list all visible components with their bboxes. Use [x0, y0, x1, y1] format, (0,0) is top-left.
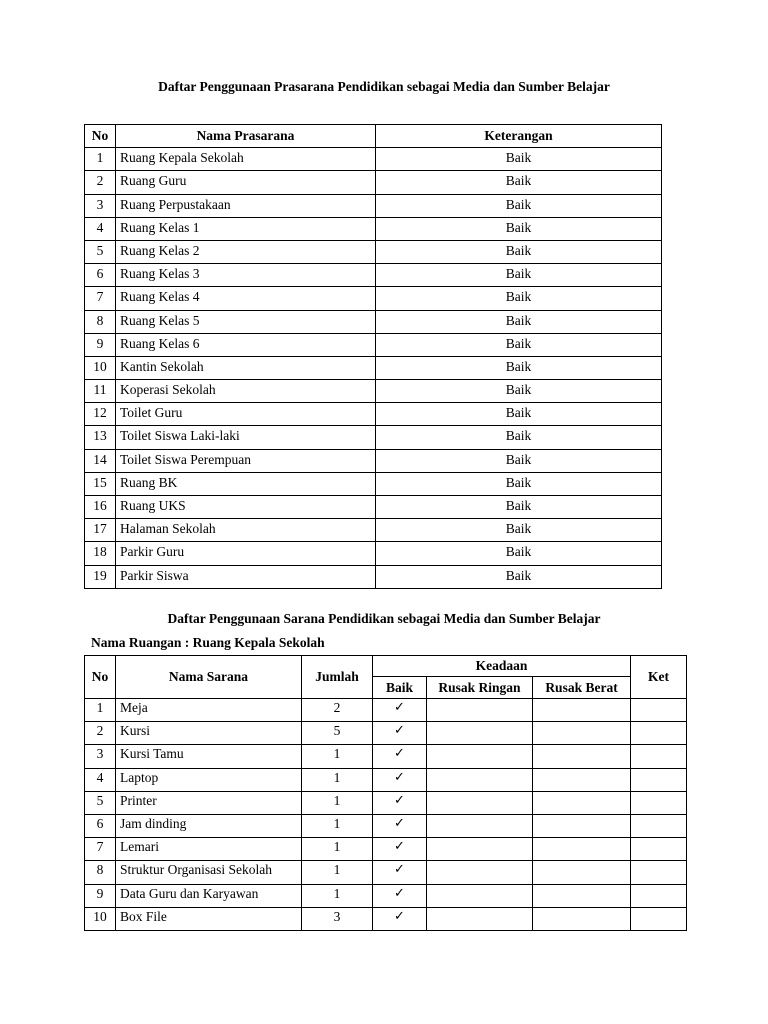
row-no: 8	[85, 310, 116, 333]
row-no: 9	[85, 884, 116, 907]
row-ket	[631, 699, 687, 722]
row-no: 16	[85, 496, 116, 519]
row-jumlah: 5	[302, 722, 373, 745]
row-nama-prasarana: Kantin Sekolah	[116, 356, 376, 379]
table-row	[85, 791, 687, 814]
row-keterangan: Baik	[376, 496, 662, 519]
sarana-table	[84, 655, 687, 931]
row-keterangan: Baik	[376, 426, 662, 449]
row-baik-checkmark: ✓	[373, 722, 427, 745]
row-no: 5	[85, 791, 116, 814]
row-jumlah: 1	[302, 768, 373, 791]
table-row	[85, 333, 662, 356]
table-row	[85, 287, 662, 310]
row-rusak-berat	[533, 768, 631, 791]
row-jumlah: 2	[302, 699, 373, 722]
table-row	[85, 768, 687, 791]
table-row	[85, 907, 687, 930]
row-keterangan: Baik	[376, 240, 662, 263]
row-keterangan: Baik	[376, 403, 662, 426]
row-keterangan: Baik	[376, 264, 662, 287]
row-baik-checkmark: ✓	[373, 814, 427, 837]
header-rusak-berat: Rusak Berat	[533, 677, 631, 699]
row-keterangan: Baik	[376, 171, 662, 194]
row-keterangan: Baik	[376, 542, 662, 565]
row-nama-sarana: Kursi	[116, 722, 302, 745]
row-rusak-berat	[533, 838, 631, 861]
row-nama-sarana: Struktur Organisasi Sekolah	[116, 861, 302, 884]
table-row	[85, 519, 662, 542]
table-row	[85, 814, 687, 837]
header-jumlah: Jumlah	[302, 656, 373, 699]
row-no: 10	[85, 356, 116, 379]
table-row	[85, 722, 687, 745]
row-no: 10	[85, 907, 116, 930]
row-rusak-ringan	[427, 861, 533, 884]
header-nama-sarana: Nama Sarana	[116, 656, 302, 699]
table-row	[85, 838, 687, 861]
row-ket	[631, 791, 687, 814]
row-no: 9	[85, 333, 116, 356]
row-no: 4	[85, 217, 116, 240]
row-jumlah: 1	[302, 791, 373, 814]
table-row	[85, 426, 662, 449]
header-no: No	[85, 656, 116, 699]
table-row	[85, 699, 687, 722]
table-row	[85, 194, 662, 217]
row-rusak-ringan	[427, 768, 533, 791]
table-row	[85, 472, 662, 495]
row-nama-sarana: Box File	[116, 907, 302, 930]
row-no: 2	[85, 722, 116, 745]
row-nama-prasarana: Ruang Perpustakaan	[116, 194, 376, 217]
row-keterangan: Baik	[376, 194, 662, 217]
row-no: 3	[85, 745, 116, 768]
row-nama-prasarana: Toilet Guru	[116, 403, 376, 426]
row-jumlah: 1	[302, 814, 373, 837]
sarana-title: Daftar Penggunaan Sarana Pendidikan sebagai Media dan Sumber Belajar	[167, 611, 601, 626]
table-row	[85, 542, 662, 565]
row-ket	[631, 722, 687, 745]
row-ket	[631, 838, 687, 861]
table-row	[85, 884, 687, 907]
header-keterangan: Keterangan	[376, 125, 662, 148]
row-nama-sarana: Meja	[116, 699, 302, 722]
row-nama-prasarana: Ruang Guru	[116, 171, 376, 194]
row-keterangan: Baik	[376, 519, 662, 542]
row-keterangan: Baik	[376, 287, 662, 310]
header-nama-prasarana: Nama Prasarana	[116, 125, 376, 148]
row-no: 12	[85, 403, 116, 426]
row-rusak-berat	[533, 745, 631, 768]
row-rusak-berat	[533, 861, 631, 884]
table-row	[85, 264, 662, 287]
row-keterangan: Baik	[376, 472, 662, 495]
row-ket	[631, 884, 687, 907]
table-row	[85, 380, 662, 403]
prasarana-title: Daftar Penggunaan Prasarana Pendidikan sebagai Media dan Sumber Belajar	[158, 79, 610, 94]
row-baik-checkmark: ✓	[373, 884, 427, 907]
row-nama-sarana: Printer	[116, 791, 302, 814]
room-name: Nama Ruangan : Ruang Kepala Sekolah	[91, 635, 325, 650]
row-rusak-ringan	[427, 907, 533, 930]
table-row	[85, 217, 662, 240]
row-keterangan: Baik	[376, 217, 662, 240]
table-row	[85, 240, 662, 263]
row-jumlah: 1	[302, 838, 373, 861]
row-keterangan: Baik	[376, 565, 662, 588]
row-nama-prasarana: Halaman Sekolah	[116, 519, 376, 542]
table-header-row	[85, 656, 687, 677]
table-row	[85, 403, 662, 426]
row-rusak-ringan	[427, 722, 533, 745]
row-jumlah: 3	[302, 907, 373, 930]
table-row	[85, 356, 662, 379]
row-no: 11	[85, 380, 116, 403]
row-nama-prasarana: Koperasi Sekolah	[116, 380, 376, 403]
row-baik-checkmark: ✓	[373, 699, 427, 722]
table-row	[85, 310, 662, 333]
header-ket: Ket	[631, 656, 687, 699]
row-baik-checkmark: ✓	[373, 791, 427, 814]
table-row	[85, 496, 662, 519]
row-nama-sarana: Jam dinding	[116, 814, 302, 837]
table-row	[85, 171, 662, 194]
row-ket	[631, 907, 687, 930]
row-no: 19	[85, 565, 116, 588]
table-row	[85, 148, 662, 171]
row-baik-checkmark: ✓	[373, 745, 427, 768]
table-row	[85, 565, 662, 588]
row-no: 14	[85, 449, 116, 472]
row-keterangan: Baik	[376, 310, 662, 333]
row-nama-prasarana: Ruang UKS	[116, 496, 376, 519]
row-rusak-berat	[533, 791, 631, 814]
header-keadaan: Keadaan	[373, 656, 631, 677]
row-nama-prasarana: Ruang Kelas 3	[116, 264, 376, 287]
row-nama-prasarana: Ruang Kelas 4	[116, 287, 376, 310]
row-nama-prasarana: Parkir Siswa	[116, 565, 376, 588]
row-nama-prasarana: Ruang Kelas 6	[116, 333, 376, 356]
row-nama-prasarana: Ruang BK	[116, 472, 376, 495]
row-rusak-ringan	[427, 884, 533, 907]
row-no: 1	[85, 699, 116, 722]
row-nama-prasarana: Ruang Kelas 1	[116, 217, 376, 240]
row-rusak-berat	[533, 907, 631, 930]
row-nama-prasarana: Ruang Kepala Sekolah	[116, 148, 376, 171]
row-no: 18	[85, 542, 116, 565]
row-rusak-ringan	[427, 814, 533, 837]
row-nama-prasarana: Parkir Guru	[116, 542, 376, 565]
row-jumlah: 1	[302, 745, 373, 768]
row-ket	[631, 861, 687, 884]
row-rusak-ringan	[427, 838, 533, 861]
row-nama-prasarana: Ruang Kelas 2	[116, 240, 376, 263]
header-rusak-ringan: Rusak Ringan	[427, 677, 533, 699]
table-row	[85, 449, 662, 472]
row-nama-sarana: Kursi Tamu	[116, 745, 302, 768]
row-no: 6	[85, 264, 116, 287]
row-baik-checkmark: ✓	[373, 768, 427, 791]
prasarana-table	[84, 124, 662, 589]
row-baik-checkmark: ✓	[373, 838, 427, 861]
row-rusak-ringan	[427, 699, 533, 722]
row-no: 13	[85, 426, 116, 449]
row-no: 4	[85, 768, 116, 791]
row-no: 8	[85, 861, 116, 884]
header-no: No	[85, 125, 116, 148]
row-no: 5	[85, 240, 116, 263]
row-no: 1	[85, 148, 116, 171]
row-ket	[631, 768, 687, 791]
row-baik-checkmark: ✓	[373, 907, 427, 930]
row-ket	[631, 745, 687, 768]
row-no: 2	[85, 171, 116, 194]
row-jumlah: 1	[302, 884, 373, 907]
row-rusak-berat	[533, 884, 631, 907]
row-nama-prasarana: Toilet Siswa Laki-laki	[116, 426, 376, 449]
row-no: 15	[85, 472, 116, 495]
row-no: 3	[85, 194, 116, 217]
row-nama-sarana: Data Guru dan Karyawan	[116, 884, 302, 907]
table-header-row	[85, 125, 662, 148]
row-keterangan: Baik	[376, 356, 662, 379]
row-nama-sarana: Laptop	[116, 768, 302, 791]
row-no: 6	[85, 814, 116, 837]
row-keterangan: Baik	[376, 449, 662, 472]
header-baik: Baik	[373, 677, 427, 699]
table-row	[85, 861, 687, 884]
row-rusak-berat	[533, 699, 631, 722]
row-jumlah: 1	[302, 861, 373, 884]
row-baik-checkmark: ✓	[373, 861, 427, 884]
row-nama-sarana: Lemari	[116, 838, 302, 861]
table-row	[85, 745, 687, 768]
row-no: 7	[85, 287, 116, 310]
row-rusak-berat	[533, 814, 631, 837]
row-nama-prasarana: Ruang Kelas 5	[116, 310, 376, 333]
row-ket	[631, 814, 687, 837]
row-no: 7	[85, 838, 116, 861]
row-keterangan: Baik	[376, 333, 662, 356]
row-no: 17	[85, 519, 116, 542]
row-keterangan: Baik	[376, 148, 662, 171]
row-rusak-berat	[533, 722, 631, 745]
row-rusak-ringan	[427, 791, 533, 814]
row-rusak-ringan	[427, 745, 533, 768]
row-keterangan: Baik	[376, 380, 662, 403]
row-nama-prasarana: Toilet Siswa Perempuan	[116, 449, 376, 472]
